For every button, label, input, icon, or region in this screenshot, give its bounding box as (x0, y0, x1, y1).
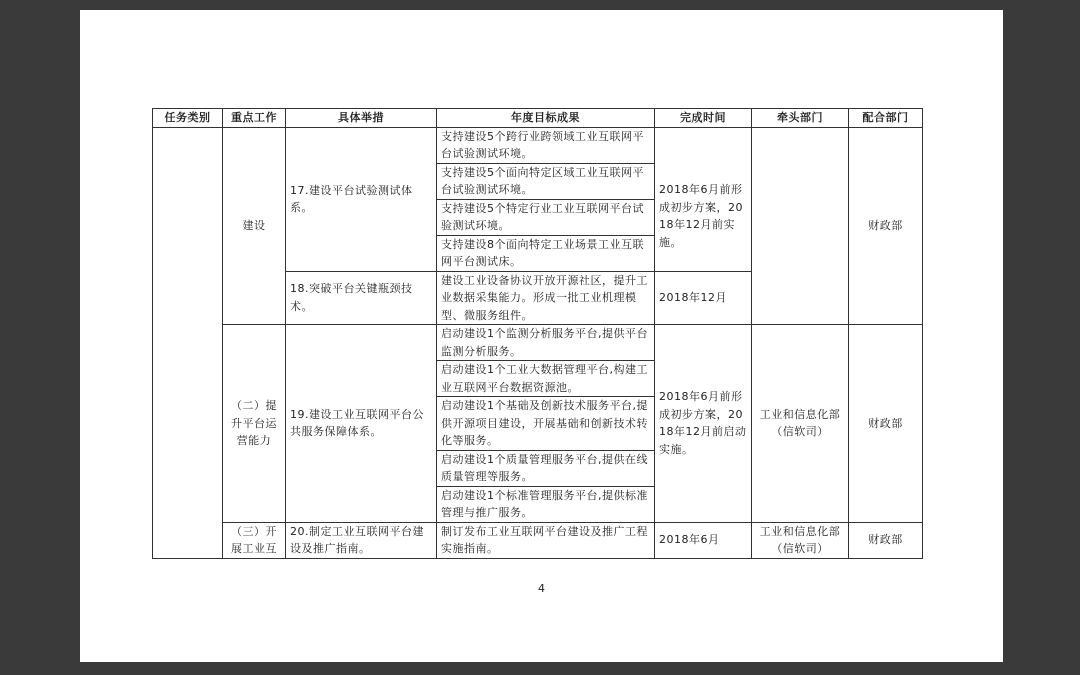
header-key-work: 重点工作 (223, 109, 286, 128)
header-lead: 牵头部门 (752, 109, 849, 128)
target-19-4: 启动建设1个质量管理服务平台,提供在线质量管理等服务。 (437, 450, 655, 486)
target-17-3: 支持建设5个特定行业工业互联网平台试验测试环境。 (437, 199, 655, 235)
header-target: 年度目标成果 (437, 109, 655, 128)
time-19: 2018年6月前形成初步方案，2018年12月前启动实施。 (655, 325, 752, 523)
key-work-20: （三）开展工业互 (223, 522, 286, 558)
header-time: 完成时间 (655, 109, 752, 128)
target-18: 建设工业设备协议开放开源社区，提升工业数据采集能力。形成一批工业机理模型、微服务组件。 (437, 271, 655, 325)
measure-18: 18.突破平台关键瓶颈技术。 (286, 271, 437, 325)
coop-20: 财政部 (849, 522, 923, 558)
target-19-5: 启动建设1个标准管理服务平台,提供标准管理与推广服务。 (437, 486, 655, 522)
target-17-1: 支持建设5个跨行业跨领域工业互联网平台试验测试环境。 (437, 127, 655, 163)
table-row (153, 127, 923, 163)
header-measure: 具体举措 (286, 109, 437, 128)
target-20: 制订发布工业互联网平台建设及推广工程实施指南。 (437, 522, 655, 558)
target-17-2: 支持建设5个面向特定区域工业互联网平台试验测试环境。 (437, 163, 655, 199)
measure-17: 17.建设平台试验测试体系。 (286, 127, 437, 271)
table-row (153, 325, 923, 361)
coop-17: 财政部 (849, 127, 923, 325)
lead-cell-top (752, 127, 849, 325)
target-19-3: 启动建设1个基础及创新技术服务平台,提供开源项目建设，开展基础和创新技术转化等服务。 (437, 397, 655, 451)
category-cell (153, 127, 223, 558)
time-20: 2018年6月 (655, 522, 752, 558)
lead-19: 工业和信息化部（信软司） (752, 325, 849, 523)
time-18: 2018年12月 (655, 271, 752, 325)
coop-19: 财政部 (849, 325, 923, 523)
table-header-row (153, 109, 923, 128)
target-19-1: 启动建设1个监测分析服务平台,提供平台监测分析服务。 (437, 325, 655, 361)
key-work-cell: 建设 (223, 127, 286, 325)
measure-20: 20.制定工业互联网平台建设及推广指南。 (286, 522, 437, 558)
key-work-19: （二）提升平台运营能力 (223, 325, 286, 523)
header-category: 任务类别 (153, 109, 223, 128)
document-page (80, 10, 1003, 662)
lead-20: 工业和信息化部（信软司） (752, 522, 849, 558)
target-17-4: 支持建设8个面向特定工业场景工业互联网平台测试床。 (437, 235, 655, 271)
time-17: 2018年6月前形成初步方案，2018年12月前实施。 (655, 127, 752, 271)
measure-19: 19.建设工业互联网平台公共服务保障体系。 (286, 325, 437, 523)
target-19-2: 启动建设1个工业大数据管理平台,构建工业互联网平台数据资源池。 (437, 361, 655, 397)
table-row (153, 522, 923, 558)
header-coop: 配合部门 (849, 109, 923, 128)
page-number: 4 (538, 582, 545, 595)
task-table (152, 108, 923, 559)
